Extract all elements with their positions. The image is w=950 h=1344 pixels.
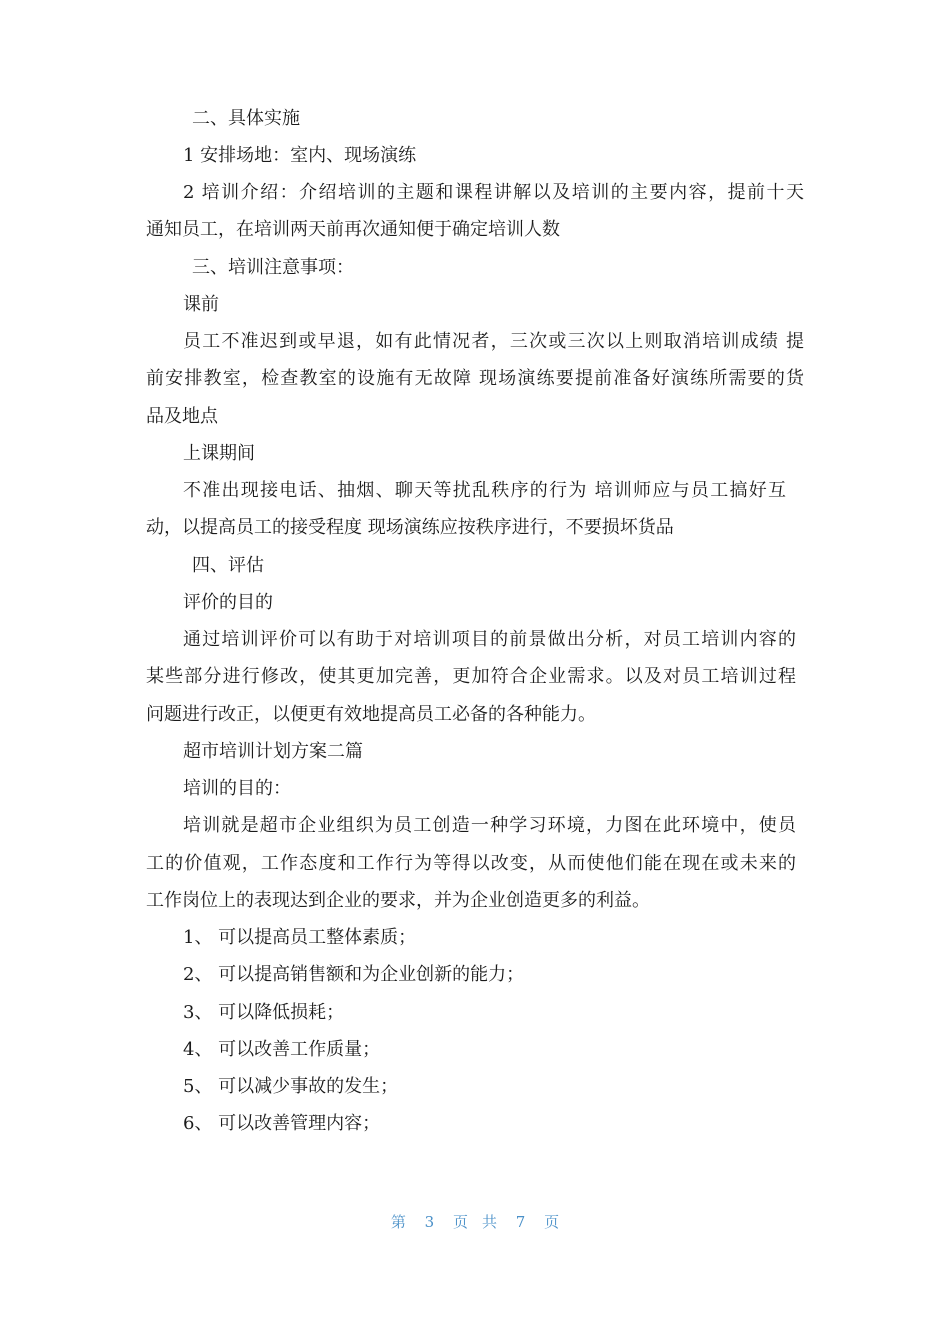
paragraph-line: 通过培训评价可以有助于对培训项目的前景做出分析，对员工培训内容的 [183, 629, 796, 650]
list-item: 4、 可以改善工作质量； [183, 1039, 381, 1060]
list-item: 6、 可以改善管理内容； [183, 1113, 381, 1134]
paragraph-line: 动，以提高员工的接受程度 现场演练应按秩序进行，不要损坏货品 [146, 517, 674, 538]
paragraph-line: 前安排教室，检查教室的设施有无故障 现场演练要提前准备好演练所需要的货 [146, 368, 804, 389]
list-item: 5、 可以减少事故的发生； [183, 1076, 399, 1097]
paragraph-line: 工的价值观，工作态度和工作行为等得以改变，从而使他们能在现在或未来的 [146, 853, 796, 874]
list-item: 2、 可以提高销售额和为企业创新的能力； [183, 964, 525, 985]
paragraph-line: 通知员工，在培训两天前再次通知便于确定培训人数 [146, 219, 560, 240]
subheading-before-class: 课前 [183, 294, 219, 315]
paragraph-line: 品及地点 [146, 406, 218, 427]
page-label-suffix: 页 [544, 1213, 560, 1231]
subheading-during-class: 上课期间 [183, 443, 255, 464]
section-heading-implementation: 二、具体实施 [192, 108, 300, 129]
paragraph-line: 1 安排场地：室内、现场演练 [183, 145, 417, 166]
paragraph-line: 不准出现接电话、抽烟、聊天等扰乱秩序的行为 培训师应与员工搞好互 [183, 480, 786, 501]
paragraph-line: 工作岗位上的表现达到企业的要求，并为企业创造更多的利益。 [146, 890, 650, 911]
page-label-prefix: 第 [390, 1213, 406, 1231]
subheading-evaluation-purpose: 评价的目的 [183, 592, 273, 613]
list-item: 1、 可以提高员工整体素质； [183, 927, 417, 948]
page-number-footer [0, 1211, 950, 1232]
total-pages-number: 7 [515, 1213, 526, 1231]
paragraph-line: 问题进行改正，以便更有效地提高员工必备的各种能力。 [146, 704, 596, 725]
paragraph-line: 员工不准迟到或早退，如有此情况者，三次或三次以上则取消培训成绩 提 [183, 331, 804, 352]
page-label-mid: 页共 [452, 1213, 511, 1231]
paragraph-line: 培训就是超市企业组织为员工创造一种学习环境，力图在此环境中，使员 [183, 815, 796, 836]
list-item: 3、 可以降低损耗； [183, 1002, 345, 1023]
subheading-training-purpose: 培训的目的： [183, 778, 291, 799]
current-page-number: 3 [424, 1213, 435, 1231]
paragraph-line: 2 培训介绍：介绍培训的主题和课程讲解以及培训的主要内容，提前十天 [183, 182, 804, 203]
document-title-second: 超市培训计划方案二篇 [183, 741, 363, 762]
section-heading-evaluation: 四、评估 [192, 555, 264, 576]
paragraph-line: 某些部分进行修改，使其更加完善，更加符合企业需求。以及对员工培训过程 [146, 666, 796, 687]
section-heading-notes: 三、培训注意事项： [192, 257, 354, 278]
